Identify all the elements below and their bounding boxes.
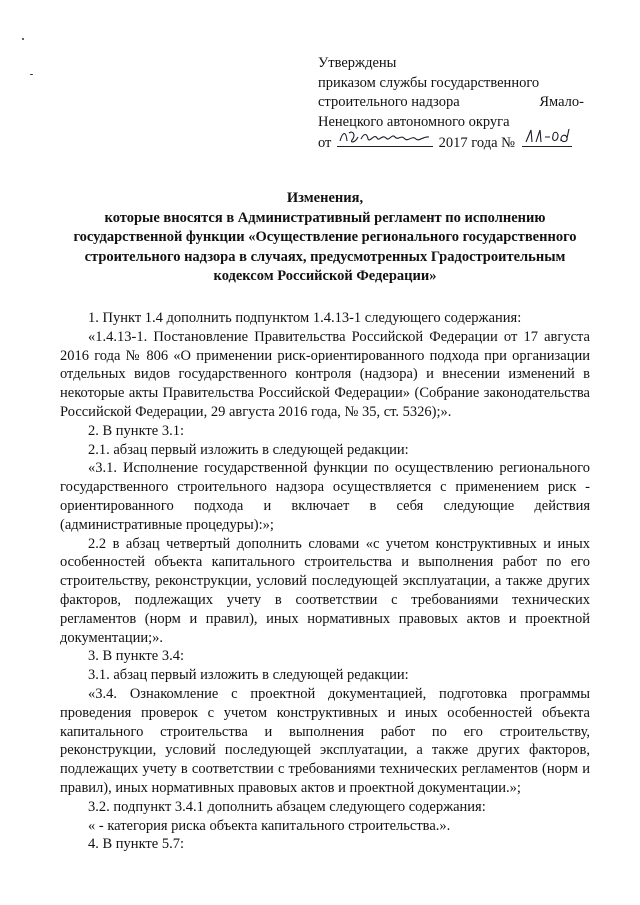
paragraph-item-3-1: 3.1. абзац первый изложить в следующей редакции:: [88, 667, 409, 684]
approval-region-line: Ненецкого автономного округа: [318, 113, 510, 130]
handwritten-date-scrawl: [337, 127, 433, 145]
paragraph-item-2-1-text: «3.1. Исполнение государственной функции по осуществлению регионального государственного строительного надзора осуществляется с применением риск - ориентированного подхода и включает в себя следующие действия (административные процедуры):»;: [60, 460, 590, 533]
paragraph-item-3-1-text: «3.4. Ознакомление с проектной документацией, подготовка программы проведения проверок с учетом конструктивных и иных особенностей объекта капитального строительства и выполнения работ по его строительству, реконструкции, условий последующей эксплуатации, а также других факторов, подлежащих учету в соответствии с требованиями технических регламентов (норм и правил), иных нормативных правовых актов и проектной документации.»;: [60, 685, 590, 796]
handwritten-number: [522, 132, 572, 147]
paragraph-item-2-1: 2.1. абзац первый изложить в следующей редакции:: [88, 441, 409, 458]
paragraph-item-2-2: 2.2 в абзац четвертый дополнить словами «с учетом конструктивных и иных особенностей объекта капитального строительства и выполнения работ по его строительству, реконструкции, условий последующей эксплуатации, а также других факторов, подлежащих учету в соответствии с требованиями технических регламентов (норм и правил), иных нормативных правовых актов и проектной документации;».: [60, 535, 590, 646]
title-subject: которые вносятся в Административный регламент по исполнению государственной функции «Осуществление регионального государственного строительного надзора в случаях, предусмотренных Градостроительным кодексом Российской Федерации»: [73, 209, 577, 285]
paragraph-item-1: 1. Пункт 1.4 дополнить подпунктом 1.4.13-1 следующего содержания:: [88, 310, 522, 326]
scan-speck: [22, 38, 24, 40]
handwritten-date: [337, 132, 433, 147]
paragraph-item-2: 2. В пункте 3.1:: [88, 422, 184, 439]
paragraph-item-4: 4. В пункте 5.7:: [88, 836, 184, 853]
approval-order-line: приказом службы государственного: [318, 74, 540, 91]
scan-speck: [30, 74, 33, 75]
paragraph-item-3-2-text: « - категория риска объекта капитального строительства.».: [88, 817, 451, 834]
document-title: [60, 189, 590, 287]
approval-heading: Утверждены: [318, 55, 397, 71]
approval-authority-left: строительного надзора: [318, 94, 460, 110]
handwritten-number-scrawl: [522, 127, 572, 145]
paragraph-item-1-text: «1.4.13-1. Постановление Правительства Российской Федерации от 17 августа 2016 года № 806 «О применении риск-ориентированного подхода при организации отдельных видов государственного контроля (надзора) и внесении изменений в некоторые акты Правительства Российской Федерации» (Собрание законодательства Российской Федерации, 29 августа 2016 года, № 35, ст. 5326);».: [60, 328, 590, 420]
approval-authority-row: [318, 93, 584, 113]
year-text: 2017 года №: [438, 135, 515, 151]
approval-date-line: [318, 132, 588, 154]
approval-authority-right: Ямало-: [539, 94, 584, 110]
title-heading: Изменения,: [286, 190, 364, 206]
approval-block: [318, 54, 588, 154]
paragraph-item-3: 3. В пункте 3.4:: [88, 648, 184, 665]
document-body: [60, 309, 590, 854]
date-prefix: от: [318, 135, 332, 151]
paragraph-item-3-2: 3.2. подпункт 3.4.1 дополнить абзацем следующего содержания:: [88, 798, 486, 815]
